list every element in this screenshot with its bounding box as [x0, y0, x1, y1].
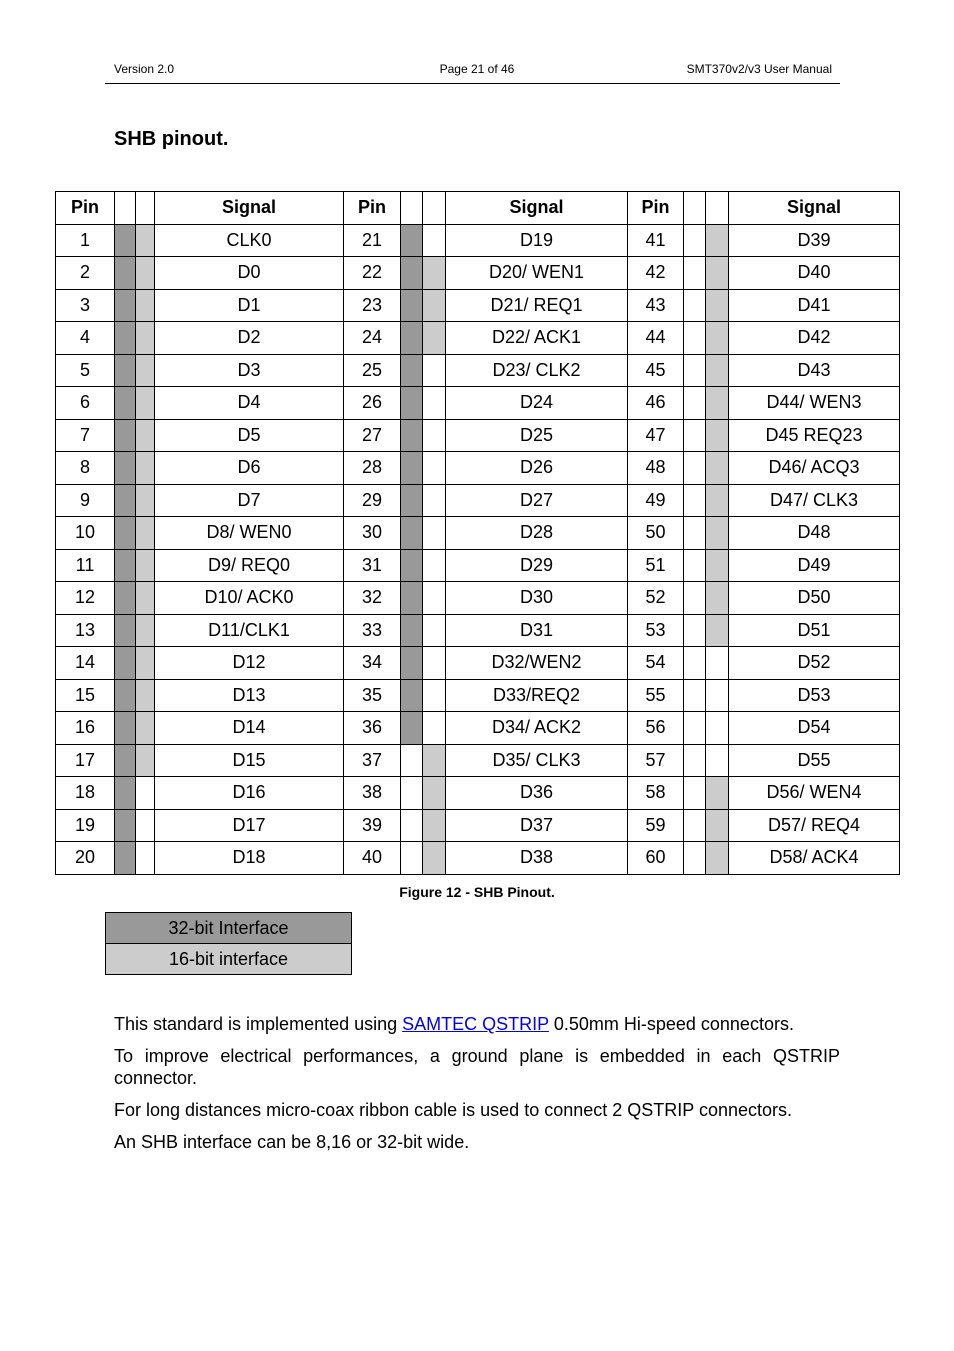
header-pin: Pin: [628, 192, 684, 225]
pin-number: 1: [56, 224, 115, 257]
marker-cell: [401, 322, 423, 355]
marker-cell: [706, 452, 729, 485]
signal-name: D5: [155, 419, 344, 452]
pin-number: 14: [56, 647, 115, 680]
signal-name: D30: [446, 582, 628, 615]
pin-number: 34: [344, 647, 401, 680]
marker-cell: [684, 387, 706, 420]
signal-name: D4: [155, 387, 344, 420]
legend-table: [105, 912, 352, 975]
marker-cell: [706, 322, 729, 355]
table-row: [56, 354, 900, 387]
marker-cell: [706, 777, 729, 810]
marker-cell: [706, 192, 729, 225]
pin-number: 7: [56, 419, 115, 452]
pin-number: 32: [344, 582, 401, 615]
marker-cell: [136, 679, 155, 712]
signal-name: D25: [446, 419, 628, 452]
signal-name: D36: [446, 777, 628, 810]
pin-number: 38: [344, 777, 401, 810]
marker-cell: [706, 712, 729, 745]
signal-name: D12: [155, 647, 344, 680]
paragraph-text: 0.50mm Hi-speed connectors.: [548, 1014, 794, 1034]
marker-cell: [684, 257, 706, 290]
paragraph-ground-plane: To improve electrical performances, a ground plane is embedded in each QSTRIP connector.: [114, 1046, 840, 1088]
pin-number: 47: [628, 419, 684, 452]
pin-number: 31: [344, 549, 401, 582]
signal-name: D56/ WEN4: [729, 777, 900, 810]
marker-cell: [136, 387, 155, 420]
pin-number: 30: [344, 517, 401, 550]
marker-cell: [706, 419, 729, 452]
table-row: [56, 387, 900, 420]
signal-name: D51: [729, 614, 900, 647]
marker-cell: [706, 354, 729, 387]
signal-name: D10/ ACK0: [155, 582, 344, 615]
marker-cell: [115, 322, 136, 355]
marker-cell: [401, 679, 423, 712]
table-row: [56, 289, 900, 322]
marker-cell: [423, 387, 446, 420]
pin-number: 58: [628, 777, 684, 810]
signal-name: D26: [446, 452, 628, 485]
table-row: [56, 809, 900, 842]
header-version: Version 2.0: [114, 62, 175, 76]
paragraph-micro-coax: For long distances micro-coax ribbon cable is used to connect 2 QSTRIP connectors.: [114, 1100, 792, 1120]
legend-32bit: 32-bit Interface: [106, 913, 352, 944]
marker-cell: [684, 777, 706, 810]
marker-cell: [136, 289, 155, 322]
marker-cell: [684, 419, 706, 452]
signal-name: D20/ WEN1: [446, 257, 628, 290]
marker-cell: [401, 614, 423, 647]
marker-cell: [684, 712, 706, 745]
marker-cell: [684, 809, 706, 842]
marker-cell: [401, 712, 423, 745]
marker-cell: [706, 549, 729, 582]
pin-number: 55: [628, 679, 684, 712]
marker-cell: [706, 289, 729, 322]
marker-cell: [423, 679, 446, 712]
samtec-qstrip-link[interactable]: SAMTEC QSTRIP: [402, 1014, 549, 1034]
signal-name: D38: [446, 842, 628, 875]
marker-cell: [136, 322, 155, 355]
paragraph-text: This standard is implemented using: [114, 1014, 403, 1034]
table-row: [56, 517, 900, 550]
header-page-number: Page 21 of 46: [439, 62, 515, 76]
signal-name: D15: [155, 744, 344, 777]
pin-number: 41: [628, 224, 684, 257]
signal-name: D45 REQ23: [729, 419, 900, 452]
pinout-header-row: [56, 192, 900, 225]
marker-cell: [136, 842, 155, 875]
marker-cell: [423, 289, 446, 322]
marker-cell: [136, 192, 155, 225]
pin-number: 22: [344, 257, 401, 290]
signal-name: D19: [446, 224, 628, 257]
pin-number: 24: [344, 322, 401, 355]
pin-number: 45: [628, 354, 684, 387]
marker-cell: [706, 679, 729, 712]
marker-cell: [136, 549, 155, 582]
marker-cell: [423, 484, 446, 517]
marker-cell: [136, 777, 155, 810]
marker-cell: [401, 354, 423, 387]
pin-number: 13: [56, 614, 115, 647]
marker-cell: [136, 712, 155, 745]
marker-cell: [136, 809, 155, 842]
paragraph-samtec: [114, 1013, 840, 1035]
marker-cell: [423, 322, 446, 355]
signal-name: D11/CLK1: [155, 614, 344, 647]
marker-cell: [401, 582, 423, 615]
legend-row: [106, 913, 352, 944]
marker-cell: [423, 224, 446, 257]
marker-cell: [115, 354, 136, 387]
marker-cell: [684, 549, 706, 582]
marker-cell: [115, 679, 136, 712]
marker-cell: [684, 452, 706, 485]
pin-number: 19: [56, 809, 115, 842]
marker-cell: [423, 354, 446, 387]
marker-cell: [684, 322, 706, 355]
marker-cell: [423, 777, 446, 810]
marker-cell: [115, 387, 136, 420]
marker-cell: [706, 387, 729, 420]
signal-name: D58/ ACK4: [729, 842, 900, 875]
pin-number: 59: [628, 809, 684, 842]
marker-cell: [115, 419, 136, 452]
signal-name: D29: [446, 549, 628, 582]
marker-cell: [706, 484, 729, 517]
signal-name: D53: [729, 679, 900, 712]
marker-cell: [706, 582, 729, 615]
pin-number: 27: [344, 419, 401, 452]
table-row: [56, 224, 900, 257]
signal-name: D43: [729, 354, 900, 387]
marker-cell: [115, 582, 136, 615]
pin-number: 57: [628, 744, 684, 777]
marker-cell: [136, 354, 155, 387]
marker-cell: [401, 387, 423, 420]
table-row: [56, 582, 900, 615]
header-signal: Signal: [729, 192, 900, 225]
header-signal: Signal: [446, 192, 628, 225]
header-rule: [105, 83, 840, 84]
signal-name: D42: [729, 322, 900, 355]
pin-number: 52: [628, 582, 684, 615]
marker-cell: [423, 582, 446, 615]
marker-cell: [684, 354, 706, 387]
legend-row: [106, 944, 352, 975]
pin-number: 51: [628, 549, 684, 582]
pin-number: 20: [56, 842, 115, 875]
signal-name: D52: [729, 647, 900, 680]
marker-cell: [115, 842, 136, 875]
signal-name: D57/ REQ4: [729, 809, 900, 842]
marker-cell: [115, 289, 136, 322]
signal-name: D22/ ACK1: [446, 322, 628, 355]
marker-cell: [423, 192, 446, 225]
legend-16bit: 16-bit interface: [106, 944, 352, 975]
table-row: [56, 322, 900, 355]
marker-cell: [401, 452, 423, 485]
marker-cell: [115, 744, 136, 777]
marker-cell: [401, 549, 423, 582]
pin-number: 29: [344, 484, 401, 517]
signal-name: D49: [729, 549, 900, 582]
marker-cell: [115, 549, 136, 582]
table-row: [56, 419, 900, 452]
marker-cell: [706, 257, 729, 290]
pin-number: 12: [56, 582, 115, 615]
signal-name: D32/WEN2: [446, 647, 628, 680]
signal-name: D7: [155, 484, 344, 517]
marker-cell: [115, 452, 136, 485]
signal-name: D21/ REQ1: [446, 289, 628, 322]
marker-cell: [401, 192, 423, 225]
signal-name: D47/ CLK3: [729, 484, 900, 517]
marker-cell: [706, 614, 729, 647]
signal-name: D2: [155, 322, 344, 355]
marker-cell: [423, 744, 446, 777]
marker-cell: [115, 192, 136, 225]
pin-number: 4: [56, 322, 115, 355]
signal-name: D31: [446, 614, 628, 647]
marker-cell: [115, 809, 136, 842]
pin-number: 17: [56, 744, 115, 777]
section-title: SHB pinout.: [114, 128, 229, 150]
marker-cell: [401, 517, 423, 550]
pin-number: 10: [56, 517, 115, 550]
signal-name: D34/ ACK2: [446, 712, 628, 745]
marker-cell: [706, 517, 729, 550]
signal-name: D44/ WEN3: [729, 387, 900, 420]
pin-number: 23: [344, 289, 401, 322]
marker-cell: [423, 257, 446, 290]
pin-number: 28: [344, 452, 401, 485]
pin-number: 48: [628, 452, 684, 485]
marker-cell: [423, 614, 446, 647]
marker-cell: [136, 419, 155, 452]
pin-number: 8: [56, 452, 115, 485]
marker-cell: [423, 809, 446, 842]
pin-number: 35: [344, 679, 401, 712]
pin-number: 6: [56, 387, 115, 420]
marker-cell: [115, 257, 136, 290]
marker-cell: [401, 777, 423, 810]
table-row: [56, 777, 900, 810]
marker-cell: [684, 192, 706, 225]
signal-name: D17: [155, 809, 344, 842]
marker-cell: [136, 582, 155, 615]
pin-number: 53: [628, 614, 684, 647]
marker-cell: [423, 517, 446, 550]
marker-cell: [684, 744, 706, 777]
signal-name: D3: [155, 354, 344, 387]
header-pin: Pin: [344, 192, 401, 225]
marker-cell: [136, 257, 155, 290]
marker-cell: [136, 484, 155, 517]
table-row: [56, 484, 900, 517]
marker-cell: [115, 614, 136, 647]
header-signal: Signal: [155, 192, 344, 225]
paragraph-width: An SHB interface can be 8,16 or 32-bit wide.: [114, 1132, 470, 1152]
signal-name: D33/REQ2: [446, 679, 628, 712]
pinout-table: [55, 191, 900, 875]
signal-name: D23/ CLK2: [446, 354, 628, 387]
signal-name: D9/ REQ0: [155, 549, 344, 582]
pin-number: 9: [56, 484, 115, 517]
pin-number: 26: [344, 387, 401, 420]
signal-name: D48: [729, 517, 900, 550]
marker-cell: [684, 842, 706, 875]
marker-cell: [423, 419, 446, 452]
pinout-body: [56, 224, 900, 874]
marker-cell: [706, 647, 729, 680]
signal-name: D46/ ACQ3: [729, 452, 900, 485]
pin-number: 60: [628, 842, 684, 875]
pin-number: 44: [628, 322, 684, 355]
pin-number: 21: [344, 224, 401, 257]
marker-cell: [136, 452, 155, 485]
marker-cell: [684, 679, 706, 712]
table-row: [56, 549, 900, 582]
pin-number: 46: [628, 387, 684, 420]
marker-cell: [401, 224, 423, 257]
pin-number: 15: [56, 679, 115, 712]
signal-name: D54: [729, 712, 900, 745]
marker-cell: [684, 517, 706, 550]
marker-cell: [136, 224, 155, 257]
signal-name: D16: [155, 777, 344, 810]
signal-name: D6: [155, 452, 344, 485]
signal-name: D27: [446, 484, 628, 517]
pin-number: 40: [344, 842, 401, 875]
figure-caption: Figure 12 - SHB Pinout.: [399, 884, 555, 900]
signal-name: D18: [155, 842, 344, 875]
signal-name: D8/ WEN0: [155, 517, 344, 550]
marker-cell: [115, 224, 136, 257]
pin-number: 54: [628, 647, 684, 680]
pin-number: 25: [344, 354, 401, 387]
marker-cell: [136, 614, 155, 647]
signal-name: D0: [155, 257, 344, 290]
pin-number: 43: [628, 289, 684, 322]
marker-cell: [401, 647, 423, 680]
marker-cell: [684, 582, 706, 615]
marker-cell: [684, 614, 706, 647]
pin-number: 3: [56, 289, 115, 322]
signal-name: D14: [155, 712, 344, 745]
table-row: [56, 614, 900, 647]
marker-cell: [401, 809, 423, 842]
marker-cell: [684, 647, 706, 680]
marker-cell: [401, 257, 423, 290]
marker-cell: [423, 452, 446, 485]
marker-cell: [706, 744, 729, 777]
pin-number: 36: [344, 712, 401, 745]
marker-cell: [401, 289, 423, 322]
pin-number: 56: [628, 712, 684, 745]
pin-number: 16: [56, 712, 115, 745]
marker-cell: [115, 484, 136, 517]
pin-number: 50: [628, 517, 684, 550]
marker-cell: [136, 744, 155, 777]
marker-cell: [423, 647, 446, 680]
pin-number: 11: [56, 549, 115, 582]
marker-cell: [423, 842, 446, 875]
signal-name: D35/ CLK3: [446, 744, 628, 777]
table-row: [56, 647, 900, 680]
marker-cell: [115, 517, 136, 550]
marker-cell: [401, 744, 423, 777]
marker-cell: [706, 224, 729, 257]
pin-number: 33: [344, 614, 401, 647]
signal-name: D24: [446, 387, 628, 420]
marker-cell: [401, 419, 423, 452]
table-row: [56, 842, 900, 875]
table-row: [56, 712, 900, 745]
header-pin: Pin: [56, 192, 115, 225]
marker-cell: [136, 647, 155, 680]
pin-number: 2: [56, 257, 115, 290]
signal-name: D41: [729, 289, 900, 322]
signal-name: D55: [729, 744, 900, 777]
signal-name: D28: [446, 517, 628, 550]
pin-number: 37: [344, 744, 401, 777]
signal-name: D13: [155, 679, 344, 712]
pin-number: 39: [344, 809, 401, 842]
marker-cell: [115, 712, 136, 745]
marker-cell: [423, 549, 446, 582]
marker-cell: [115, 647, 136, 680]
header-document-title: SMT370v2/v3 User Manual: [686, 62, 832, 76]
signal-name: D40: [729, 257, 900, 290]
pin-number: 18: [56, 777, 115, 810]
marker-cell: [684, 484, 706, 517]
pin-number: 49: [628, 484, 684, 517]
pin-number: 5: [56, 354, 115, 387]
table-row: [56, 452, 900, 485]
signal-name: D37: [446, 809, 628, 842]
signal-name: D1: [155, 289, 344, 322]
table-row: [56, 744, 900, 777]
signal-name: D39: [729, 224, 900, 257]
signal-name: D50: [729, 582, 900, 615]
marker-cell: [401, 842, 423, 875]
marker-cell: [115, 777, 136, 810]
marker-cell: [401, 484, 423, 517]
marker-cell: [423, 712, 446, 745]
marker-cell: [706, 842, 729, 875]
marker-cell: [136, 517, 155, 550]
signal-name: CLK0: [155, 224, 344, 257]
marker-cell: [706, 809, 729, 842]
pin-number: 42: [628, 257, 684, 290]
table-row: [56, 679, 900, 712]
table-row: [56, 257, 900, 290]
marker-cell: [684, 224, 706, 257]
marker-cell: [684, 289, 706, 322]
